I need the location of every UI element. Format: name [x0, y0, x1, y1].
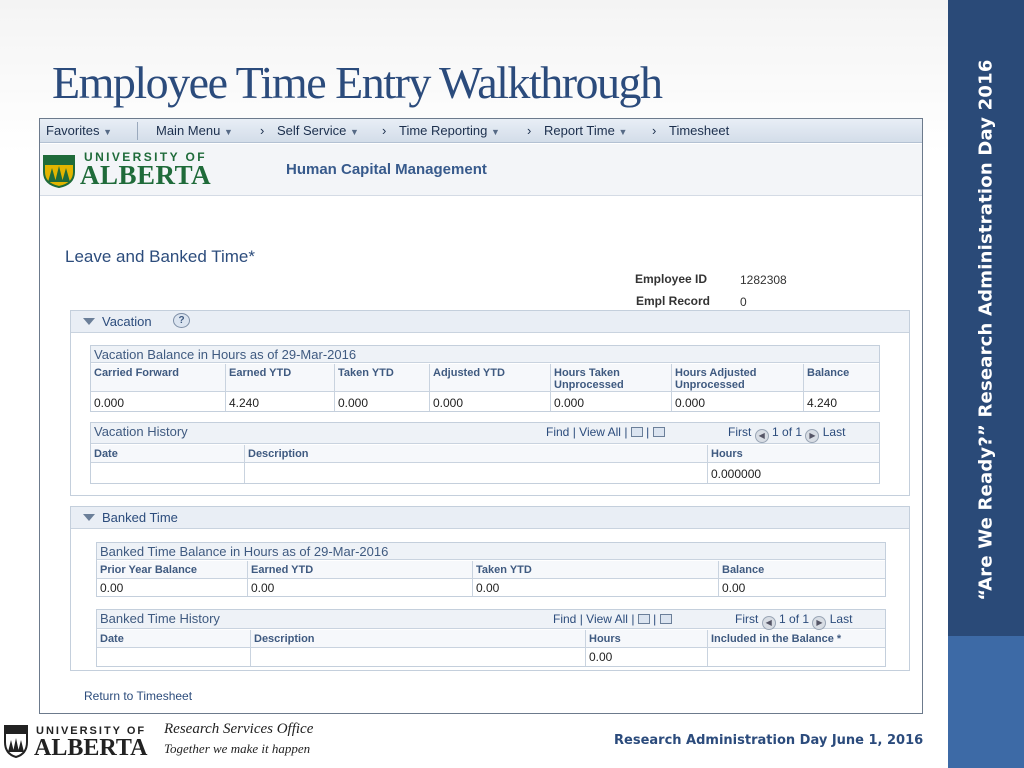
logo-top-text: UNIVERSITY OF: [84, 150, 207, 164]
column-header: Date: [91, 445, 245, 463]
separator: |: [631, 612, 635, 626]
banked-history-grid: [96, 609, 886, 667]
self-service-menu[interactable]: Self Service ▼: [277, 123, 359, 138]
table-cell: 0.000: [335, 392, 430, 411]
column-header: Balance: [719, 561, 885, 579]
previous-icon[interactable]: ◀: [762, 616, 776, 630]
table-cell: [245, 463, 708, 483]
table-cell: 0.000000: [711, 467, 762, 481]
first-link[interactable]: First: [735, 612, 759, 626]
collapse-triangle-icon[interactable]: [83, 318, 95, 325]
table-cell: [708, 648, 885, 666]
grid-pager: [728, 425, 845, 443]
separator: |: [653, 612, 657, 626]
timesheet-link[interactable]: Timesheet: [669, 123, 730, 138]
banked-balance-caption: Banked Time Balance in Hours as of 29-Mar-2016: [100, 544, 389, 559]
page-range: 1 of 1: [779, 612, 810, 626]
column-header: Description: [245, 445, 708, 463]
page-heading: Leave and Banked Time*: [65, 247, 255, 266]
return-to-timesheet-link[interactable]: Return to Timesheet: [84, 689, 193, 703]
separator: |: [579, 612, 583, 626]
next-icon[interactable]: ▶: [805, 429, 819, 443]
column-header: Earned YTD: [226, 364, 335, 392]
empl-record-value: 0: [740, 295, 747, 309]
column-header: Hours Taken Unprocessed: [551, 364, 672, 392]
zoom-grid-icon[interactable]: [638, 614, 650, 624]
chevron-down-icon: ▼: [491, 127, 500, 137]
table-cell: 0.000: [672, 392, 804, 411]
chevron-down-icon: ▼: [350, 127, 359, 137]
table-cell: 0.00: [97, 579, 248, 596]
column-header: Hours: [586, 630, 708, 648]
university-logo: [42, 150, 232, 192]
column-header: Hours Adjusted Unprocessed: [672, 364, 804, 392]
table-cell: 0.000: [430, 392, 551, 411]
last-link[interactable]: Last: [829, 612, 853, 626]
footer-logo-top: UNIVERSITY OF: [36, 725, 147, 737]
footer-tagline: Together we make it happen: [164, 741, 311, 756]
breadcrumb-separator-icon: ›: [652, 123, 657, 138]
crest-icon: [42, 152, 76, 188]
footer-date: Research Administration Day June 1, 2016: [614, 733, 924, 748]
table-cell: 0.000: [91, 392, 226, 411]
table-cell: 0.000: [551, 392, 672, 411]
find-link[interactable]: Find: [546, 425, 570, 439]
employee-id-label: Employee ID: [635, 272, 708, 286]
app-header: [40, 144, 922, 196]
column-header: Prior Year Balance: [97, 561, 248, 579]
column-header: Adjusted YTD: [430, 364, 551, 392]
banked-time-title: Banked Time: [102, 510, 178, 525]
side-banner-accent: [948, 636, 1024, 768]
grid-pager: [735, 612, 852, 630]
table-cell: 4.240: [226, 392, 335, 411]
grid-toolbar: [553, 612, 672, 626]
column-header: Included in the Balance *: [708, 630, 885, 648]
vacation-balance-grid: [90, 345, 880, 412]
column-header: Taken YTD: [473, 561, 719, 579]
separator: |: [646, 425, 650, 439]
side-banner-text: “Are We Ready?” Research Administration Day 2016: [975, 59, 997, 601]
vacation-group: [70, 310, 910, 496]
footer-office: Research Services Office: [164, 721, 314, 737]
divider: [137, 122, 138, 140]
time-reporting-menu[interactable]: Time Reporting ▼: [399, 123, 500, 138]
table-cell: 0.00: [722, 581, 746, 595]
breadcrumb-navbar: [40, 119, 922, 143]
column-header: Earned YTD: [248, 561, 473, 579]
vacation-title: Vacation: [102, 314, 152, 329]
download-grid-icon[interactable]: [660, 614, 672, 624]
breadcrumb-separator-icon: ›: [527, 123, 532, 138]
crest-icon: [4, 724, 28, 758]
column-header: Taken YTD: [335, 364, 430, 392]
page-range: 1 of 1: [772, 425, 803, 439]
vacation-balance-caption: Vacation Balance in Hours as of 29-Mar-2016: [94, 347, 357, 362]
footer-logo-main: ALBERTA: [34, 735, 148, 761]
zoom-grid-icon[interactable]: [631, 427, 643, 437]
report-time-menu[interactable]: Report Time ▼: [544, 123, 628, 138]
banked-time-group-header[interactable]: [71, 507, 909, 529]
collapse-triangle-icon[interactable]: [83, 514, 95, 521]
next-icon[interactable]: ▶: [812, 616, 826, 630]
table-cell: [91, 463, 245, 483]
last-link[interactable]: Last: [822, 425, 846, 439]
table-cell: [97, 648, 251, 666]
banked-balance-grid: [96, 542, 886, 597]
favorites-menu[interactable]: Favorites ▼: [46, 123, 113, 138]
slide-title: Employee Time Entry Walkthrough: [52, 57, 662, 108]
column-header: Description: [251, 630, 586, 648]
column-header: Carried Forward: [91, 364, 226, 392]
column-header: Hours: [708, 445, 879, 463]
vacation-history-grid: [90, 422, 880, 484]
find-link[interactable]: Find: [553, 612, 577, 626]
vacation-group-header[interactable]: [71, 311, 909, 333]
breadcrumb-separator-icon: ›: [382, 123, 387, 138]
separator: |: [624, 425, 628, 439]
view-all-link[interactable]: View All: [586, 612, 628, 626]
chevron-down-icon: ▼: [223, 127, 233, 137]
table-cell: 0.00: [473, 579, 719, 596]
table-cell: 0.00: [248, 579, 473, 596]
download-grid-icon[interactable]: [653, 427, 665, 437]
table-cell: 0.00: [586, 648, 708, 666]
grid-toolbar: [546, 425, 665, 439]
app-screenshot: [39, 118, 923, 714]
chevron-down-icon: ▼: [618, 127, 628, 137]
empl-record-label: Empl Record: [636, 294, 711, 308]
chevron-down-icon: ▼: [103, 127, 113, 137]
logo-main-text: ALBERTA: [80, 160, 212, 190]
main-menu[interactable]: Main Menu ▼: [156, 123, 233, 138]
table-cell: [251, 648, 586, 666]
column-header: Balance: [804, 364, 879, 392]
help-icon[interactable]: ?: [173, 313, 190, 328]
breadcrumb-separator-icon: ›: [260, 123, 265, 138]
vacation-history-caption: Vacation History: [94, 424, 188, 439]
footer-university-logo: [4, 722, 156, 764]
table-cell: 4.240: [807, 396, 838, 410]
employee-id-value: 1282308: [740, 273, 787, 287]
banked-time-group: [70, 506, 910, 671]
column-header: Date: [97, 630, 251, 648]
view-all-link[interactable]: View All: [579, 425, 621, 439]
previous-icon[interactable]: ◀: [755, 429, 769, 443]
app-title: Human Capital Management: [286, 161, 487, 178]
banked-history-caption: Banked Time History: [100, 611, 220, 626]
first-link[interactable]: First: [728, 425, 752, 439]
separator: |: [572, 425, 576, 439]
